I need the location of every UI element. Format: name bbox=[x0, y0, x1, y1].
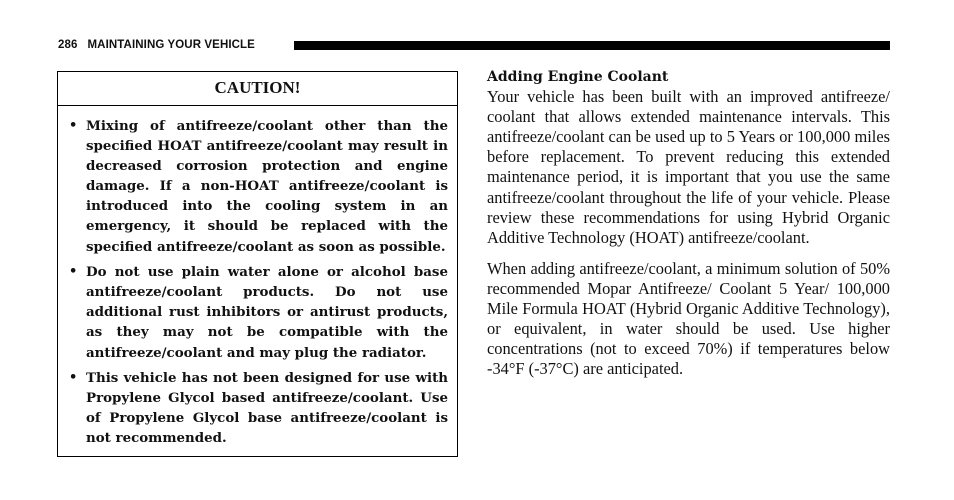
caution-item bbox=[69, 262, 448, 362]
bullet-icon: • bbox=[69, 264, 78, 280]
section-title: Adding Engine Coolant bbox=[487, 69, 669, 85]
caution-box bbox=[57, 71, 458, 457]
caution-title: CAUTION! bbox=[58, 72, 457, 106]
section-header: MAINTAINING YOUR VEHICLE bbox=[87, 39, 255, 51]
caution-list bbox=[58, 106, 457, 449]
body-paragraph: Your vehicle has been built with an improved antifreeze/ coolant that allows extended maintenance intervals. This antifreeze/coolant can be used up to 5 Years or 100,000 miles before replacement. To prevent reducing this extended maintenance period, it is important that you use the same antifreeze/coolant throughout the life of your vehicle. Please review these recommendations for using Hybrid Organic Additive Technology (HOAT) antifreeze/coolant. bbox=[487, 87, 890, 247]
bullet-icon: • bbox=[69, 370, 78, 386]
bullet-icon: • bbox=[69, 118, 78, 133]
page-header bbox=[58, 38, 890, 52]
caution-item bbox=[69, 368, 448, 448]
caution-item bbox=[69, 116, 448, 257]
page-number: 286 bbox=[58, 39, 78, 51]
header-text bbox=[58, 38, 255, 52]
header-rule bbox=[294, 41, 890, 50]
caution-item-text: This vehicle has not been designed for use with Propylene Glycol based antifreeze/coolant. Use of Propylene Glycol base antifreeze/coolant is not recommended. bbox=[86, 370, 448, 447]
adding-coolant-section bbox=[487, 67, 890, 390]
body-paragraph: When adding antifreeze/coolant, a minimum solution of 50% recommended Mopar Antifreeze/ Coolant 5 Year/ 100,000 Mile Formula HOAT (Hybrid Organic Additive Technology), or equivalent, in water should be used. Use higher concentrations (not to exceed 70%) if temperatures below -34°F (-37°C) are anticipated. bbox=[487, 258, 890, 379]
caution-item-text: Mixing of antifreeze/coolant other than the specified HOAT antifreeze/coolant may result in decreased corrosion protection and engine damage. If a non-HOAT antifreeze/coolant is introduced into the cooling system in an emergency, it should be replaced with the specified antifreeze/coolant as soon as possible. bbox=[86, 118, 448, 255]
caution-item-text: Do not use plain water alone or alcohol base antifreeze/coolant products. Do not use additional rust inhibitors or antirust products, as they may not be compatible with the antifreeze/coolant and may plug the radiator. bbox=[86, 264, 448, 361]
